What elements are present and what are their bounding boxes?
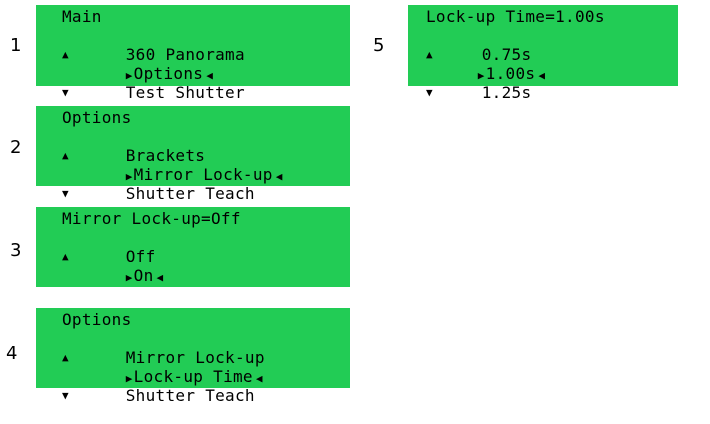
lcd-screen-options — [36, 106, 350, 203]
down-arrow-icon: ▼ — [426, 86, 433, 99]
menu-item-label: On — [133, 266, 154, 285]
lcd-title: Options — [62, 310, 132, 329]
pointer-right-icon: ▶ — [125, 170, 133, 183]
menu-item-label: Options — [133, 64, 204, 83]
lcd-screen-main — [36, 5, 350, 102]
pointer-left-icon: ◀ — [156, 271, 164, 284]
menu-item-selected[interactable] — [36, 45, 350, 83]
menu-item-label: 0.75s — [481, 45, 532, 64]
menu-item-selected[interactable] — [408, 45, 678, 83]
pointer-left-icon: ◀ — [538, 69, 546, 82]
up-arrow-icon: ▲ — [62, 48, 69, 61]
pointer-right-icon: ▶ — [125, 271, 133, 284]
menu-item[interactable] — [36, 367, 350, 405]
menu-item[interactable] — [36, 127, 350, 165]
pointer-right-icon: ▶ — [477, 69, 485, 82]
lcd-screen-lockup-time — [408, 5, 678, 102]
menu-item[interactable] — [408, 26, 678, 64]
menu-item[interactable] — [36, 26, 350, 64]
menu-item[interactable] — [36, 165, 350, 203]
step-number: 5 — [373, 35, 385, 56]
menu-item-label: Mirror Lock-up — [125, 348, 265, 367]
menu-item-label: 1.00s — [485, 64, 536, 83]
menu-item[interactable] — [36, 64, 350, 102]
menu-item-selected[interactable] — [36, 146, 350, 184]
up-arrow-icon: ▲ — [62, 351, 69, 364]
lcd-screen-options-lockup — [36, 308, 350, 405]
menu-item-label: Brackets — [125, 146, 206, 165]
menu-item-label: 360 Panorama — [125, 45, 245, 64]
menu-item-label: Test Shutter — [125, 83, 245, 102]
menu-item[interactable] — [408, 64, 678, 102]
down-arrow-icon: ▼ — [62, 187, 69, 200]
menu-item-selected[interactable] — [36, 247, 350, 285]
lcd-title: Lock-up Time=1.00s — [426, 7, 605, 26]
menu-item-label: Mirror Lock-up — [133, 165, 273, 184]
menu-item[interactable] — [36, 329, 350, 367]
lcd-title: Options — [62, 108, 132, 127]
menu-item-label: Lock-up Time — [133, 367, 253, 386]
step-number: 3 — [10, 240, 22, 261]
up-arrow-icon: ▲ — [62, 250, 69, 263]
lcd-screen-mirror-lockup — [36, 207, 350, 287]
menu-item-selected[interactable] — [36, 348, 350, 386]
pointer-right-icon: ▶ — [125, 372, 133, 385]
step-number: 4 — [6, 343, 18, 364]
pointer-right-icon: ▶ — [125, 69, 133, 82]
pointer-left-icon: ◀ — [206, 69, 214, 82]
pointer-left-icon: ◀ — [275, 170, 283, 183]
lcd-title: Mirror Lock-up=Off — [62, 209, 241, 228]
up-arrow-icon: ▲ — [62, 149, 69, 162]
menu-item-label: Shutter Teach — [125, 184, 255, 203]
menu-item-label: Shutter Teach — [125, 386, 255, 405]
down-arrow-icon: ▼ — [62, 86, 69, 99]
menu-item[interactable] — [36, 228, 350, 266]
down-arrow-icon: ▼ — [62, 389, 69, 402]
up-arrow-icon: ▲ — [426, 48, 433, 61]
step-number: 2 — [10, 137, 22, 158]
menu-item-label: 1.25s — [481, 83, 532, 102]
menu-item-label: Off — [125, 247, 156, 266]
lcd-title: Main — [62, 7, 102, 26]
step-number: 1 — [10, 35, 22, 56]
pointer-left-icon: ◀ — [255, 372, 263, 385]
